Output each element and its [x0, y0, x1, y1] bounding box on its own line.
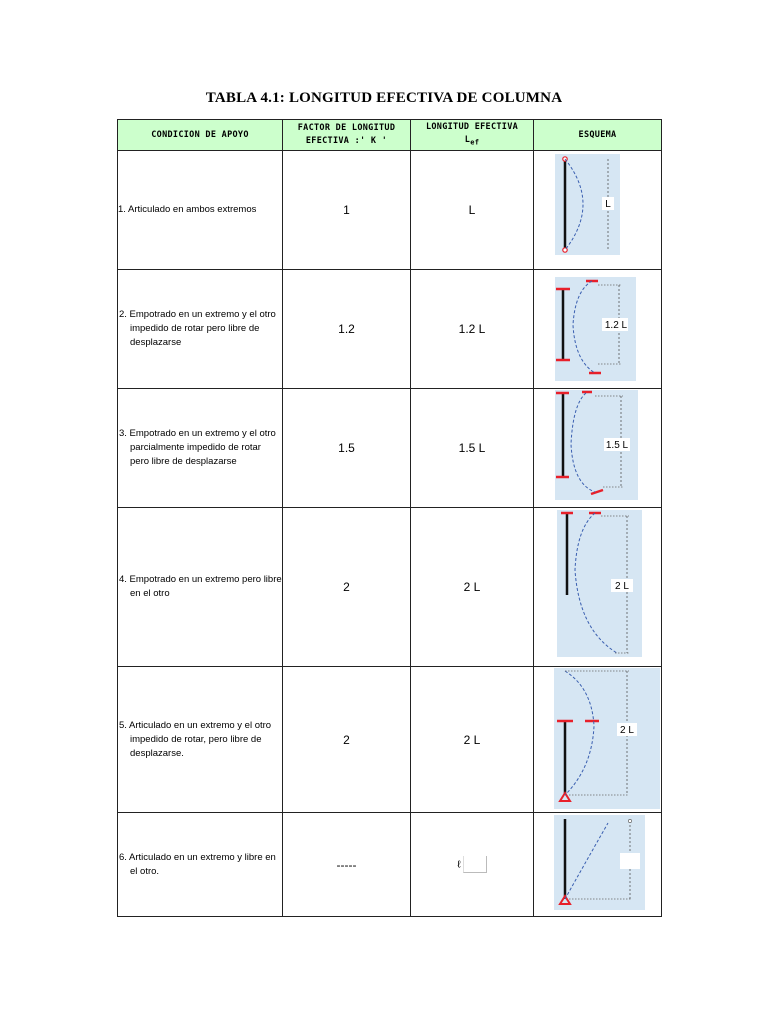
dimension-label: 2 L [620, 725, 634, 736]
condition-text: 5. Articulado en un extremo y el otro impedido de rotar, pero libre de desplazarse. [119, 719, 272, 759]
table-row [118, 508, 662, 667]
effective-length-cell: 2 L [411, 667, 534, 813]
header-factor-line1: FACTOR DE LONGITUD [297, 123, 396, 133]
effective-length-cell: 1.2 L [411, 270, 534, 389]
effective-length-cell: 2 L [411, 508, 534, 667]
effective-length-symbol: ℓ [457, 859, 461, 871]
condition-text: 1. Articulado en ambos extremos [118, 204, 257, 215]
dimension-label: 1.5 L [605, 440, 629, 451]
header-esquema: ESQUEMA [534, 120, 662, 151]
dimension-label: L [605, 199, 611, 210]
effective-length-cell: 1.5 L [411, 389, 534, 508]
header-row [118, 120, 662, 151]
effective-length-cell: L [411, 151, 534, 270]
diagram-cell [534, 151, 662, 270]
blank-placeholder [463, 856, 487, 873]
k-factor-cell: 1.2 [283, 270, 411, 389]
k-factor-cell: 2 [283, 508, 411, 667]
condition-text: 3. Empotrado en un extremo y el otro parcialmente impedido de rotar pero libre de desplazarse [119, 428, 276, 467]
table-row [118, 667, 662, 813]
diagram-background [554, 668, 660, 809]
diagram-cell [534, 813, 662, 917]
dimension-label: 1.2 L [604, 320, 628, 331]
header-longitud [411, 120, 534, 151]
diagram-fixed-free [557, 510, 642, 657]
diagram-pinned-pinned [555, 154, 620, 255]
table-row [118, 151, 662, 270]
table-row [118, 389, 662, 508]
condition-cell [118, 151, 283, 270]
diagram-pinned-guided [554, 668, 660, 809]
table-row [118, 270, 662, 389]
diagram-pinned-free [554, 815, 645, 910]
condition-cell [118, 667, 283, 813]
dimension-label: 2 L [615, 581, 629, 592]
header-longitud-subscript: ef [470, 138, 480, 147]
page-title: TABLA 4.1: LONGITUD EFECTIVA DE COLUMNA [205, 90, 563, 106]
header-factor-line2: EFECTIVA :' K ' [305, 136, 388, 146]
condition-cell [118, 270, 283, 389]
condition-text: 4. Empotrado en un extremo pero libre en el otro [119, 574, 282, 599]
condition-cell [118, 508, 283, 667]
diagram-cell [534, 270, 662, 389]
k-factor-cell: ----- [283, 813, 411, 917]
diagram-cell [534, 508, 662, 667]
diagram-cell [534, 389, 662, 508]
diagram-cell [534, 667, 662, 813]
dimension-end-marker [628, 819, 631, 822]
header-condicion: CONDICION DE APOYO [118, 120, 283, 151]
k-factor-cell: 2 [283, 667, 411, 813]
header-longitud-line1: LONGITUD EFECTIVA [425, 121, 519, 132]
k-factor-cell: 1.5 [283, 389, 411, 508]
condition-cell [118, 389, 283, 508]
table-row [118, 813, 662, 917]
header-factor [283, 120, 411, 151]
effective-length-table [117, 119, 662, 917]
header-longitud-line2 [411, 134, 533, 150]
dimension-label-bg [620, 853, 640, 869]
condition-text: 6. Articulado en un extremo y libre en el otro. [119, 851, 276, 877]
condition-cell [118, 813, 283, 917]
diagram-fixed-guided [555, 277, 636, 381]
effective-length-cell [411, 813, 534, 917]
header-longitud-symbol: L [464, 134, 471, 145]
condition-text: 2. Empotrado en un extremo y el otro impedido de rotar pero libre de desplazarse [119, 309, 276, 348]
k-factor-cell: 1 [283, 151, 411, 270]
diagram-fixed-partial [555, 390, 638, 500]
